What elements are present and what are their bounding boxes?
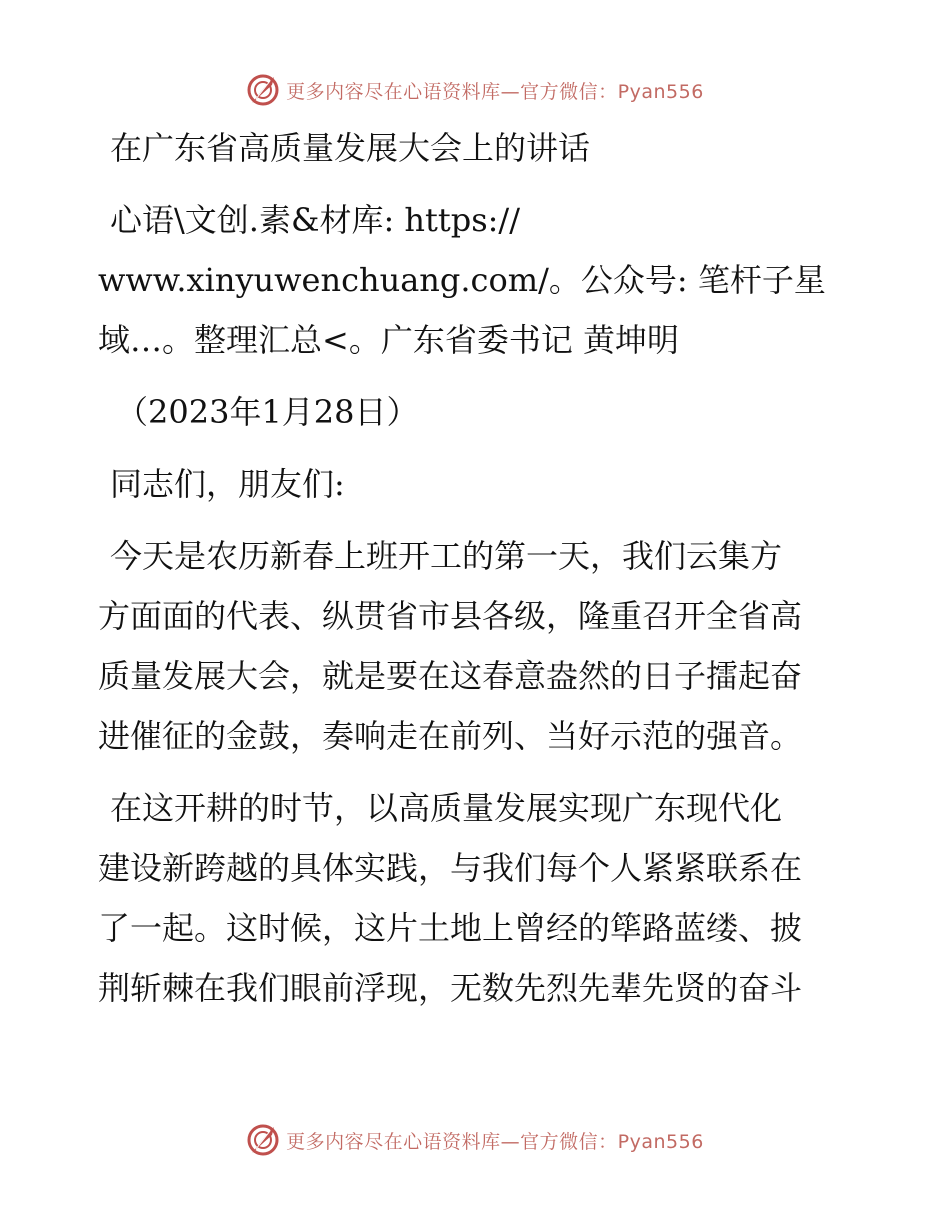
- speech-date: （2023年1月28日）: [116, 393, 419, 431]
- source-line: 域…。整理汇总<。广东省委书记 黄坤明: [98, 321, 679, 359]
- banner-inner: [246, 1123, 704, 1157]
- document-body: [98, 122, 858, 1012]
- quill-logo-icon: [246, 1123, 280, 1157]
- paragraph: [98, 784, 858, 1012]
- paragraph-line: 进催征的金鼓，奏响走在前列、当好示范的强音。: [98, 717, 803, 755]
- paragraph-line: 今天是农历新春上班开工的第一天，我们云集方: [110, 537, 783, 575]
- paragraph: [98, 532, 858, 760]
- greeting: 同志们，朋友们:: [110, 465, 345, 503]
- banner-text: 更多内容尽在心语资料库—官方微信：Pyan556: [286, 80, 704, 103]
- paragraph-line: 建设新跨越的具体实践，与我们每个人紧紧联系在: [98, 849, 803, 887]
- banner-text: 更多内容尽在心语资料库—官方微信：Pyan556: [286, 1130, 704, 1153]
- banner-inner: [246, 73, 704, 107]
- paragraph-line: 方面面的代表、纵贯省市县各级，隆重召开全省高: [98, 597, 803, 635]
- paragraph-line: 在这开耕的时节，以高质量发展实现广东现代化: [110, 789, 783, 827]
- quill-logo-icon: [246, 73, 280, 107]
- header-banner: [0, 70, 950, 110]
- paragraph-line: 质量发展大会，就是要在这春意盎然的日子擂起奋: [98, 657, 803, 695]
- source-line: www.xinyuwenchuang.com/。公众号: 笔杆子星: [98, 261, 826, 299]
- paragraph-line: 了一起。这时候，这片土地上曾经的筚路蓝缕、披: [98, 909, 803, 947]
- paragraph-line: 荆斩棘在我们眼前浮现，无数先烈先辈先贤的奋斗: [98, 969, 803, 1007]
- footer-banner: [0, 1120, 950, 1160]
- document-title: 在广东省高质量发展大会上的讲话: [110, 129, 591, 167]
- source-line: 心语\文创.素&材库: https://: [110, 201, 520, 239]
